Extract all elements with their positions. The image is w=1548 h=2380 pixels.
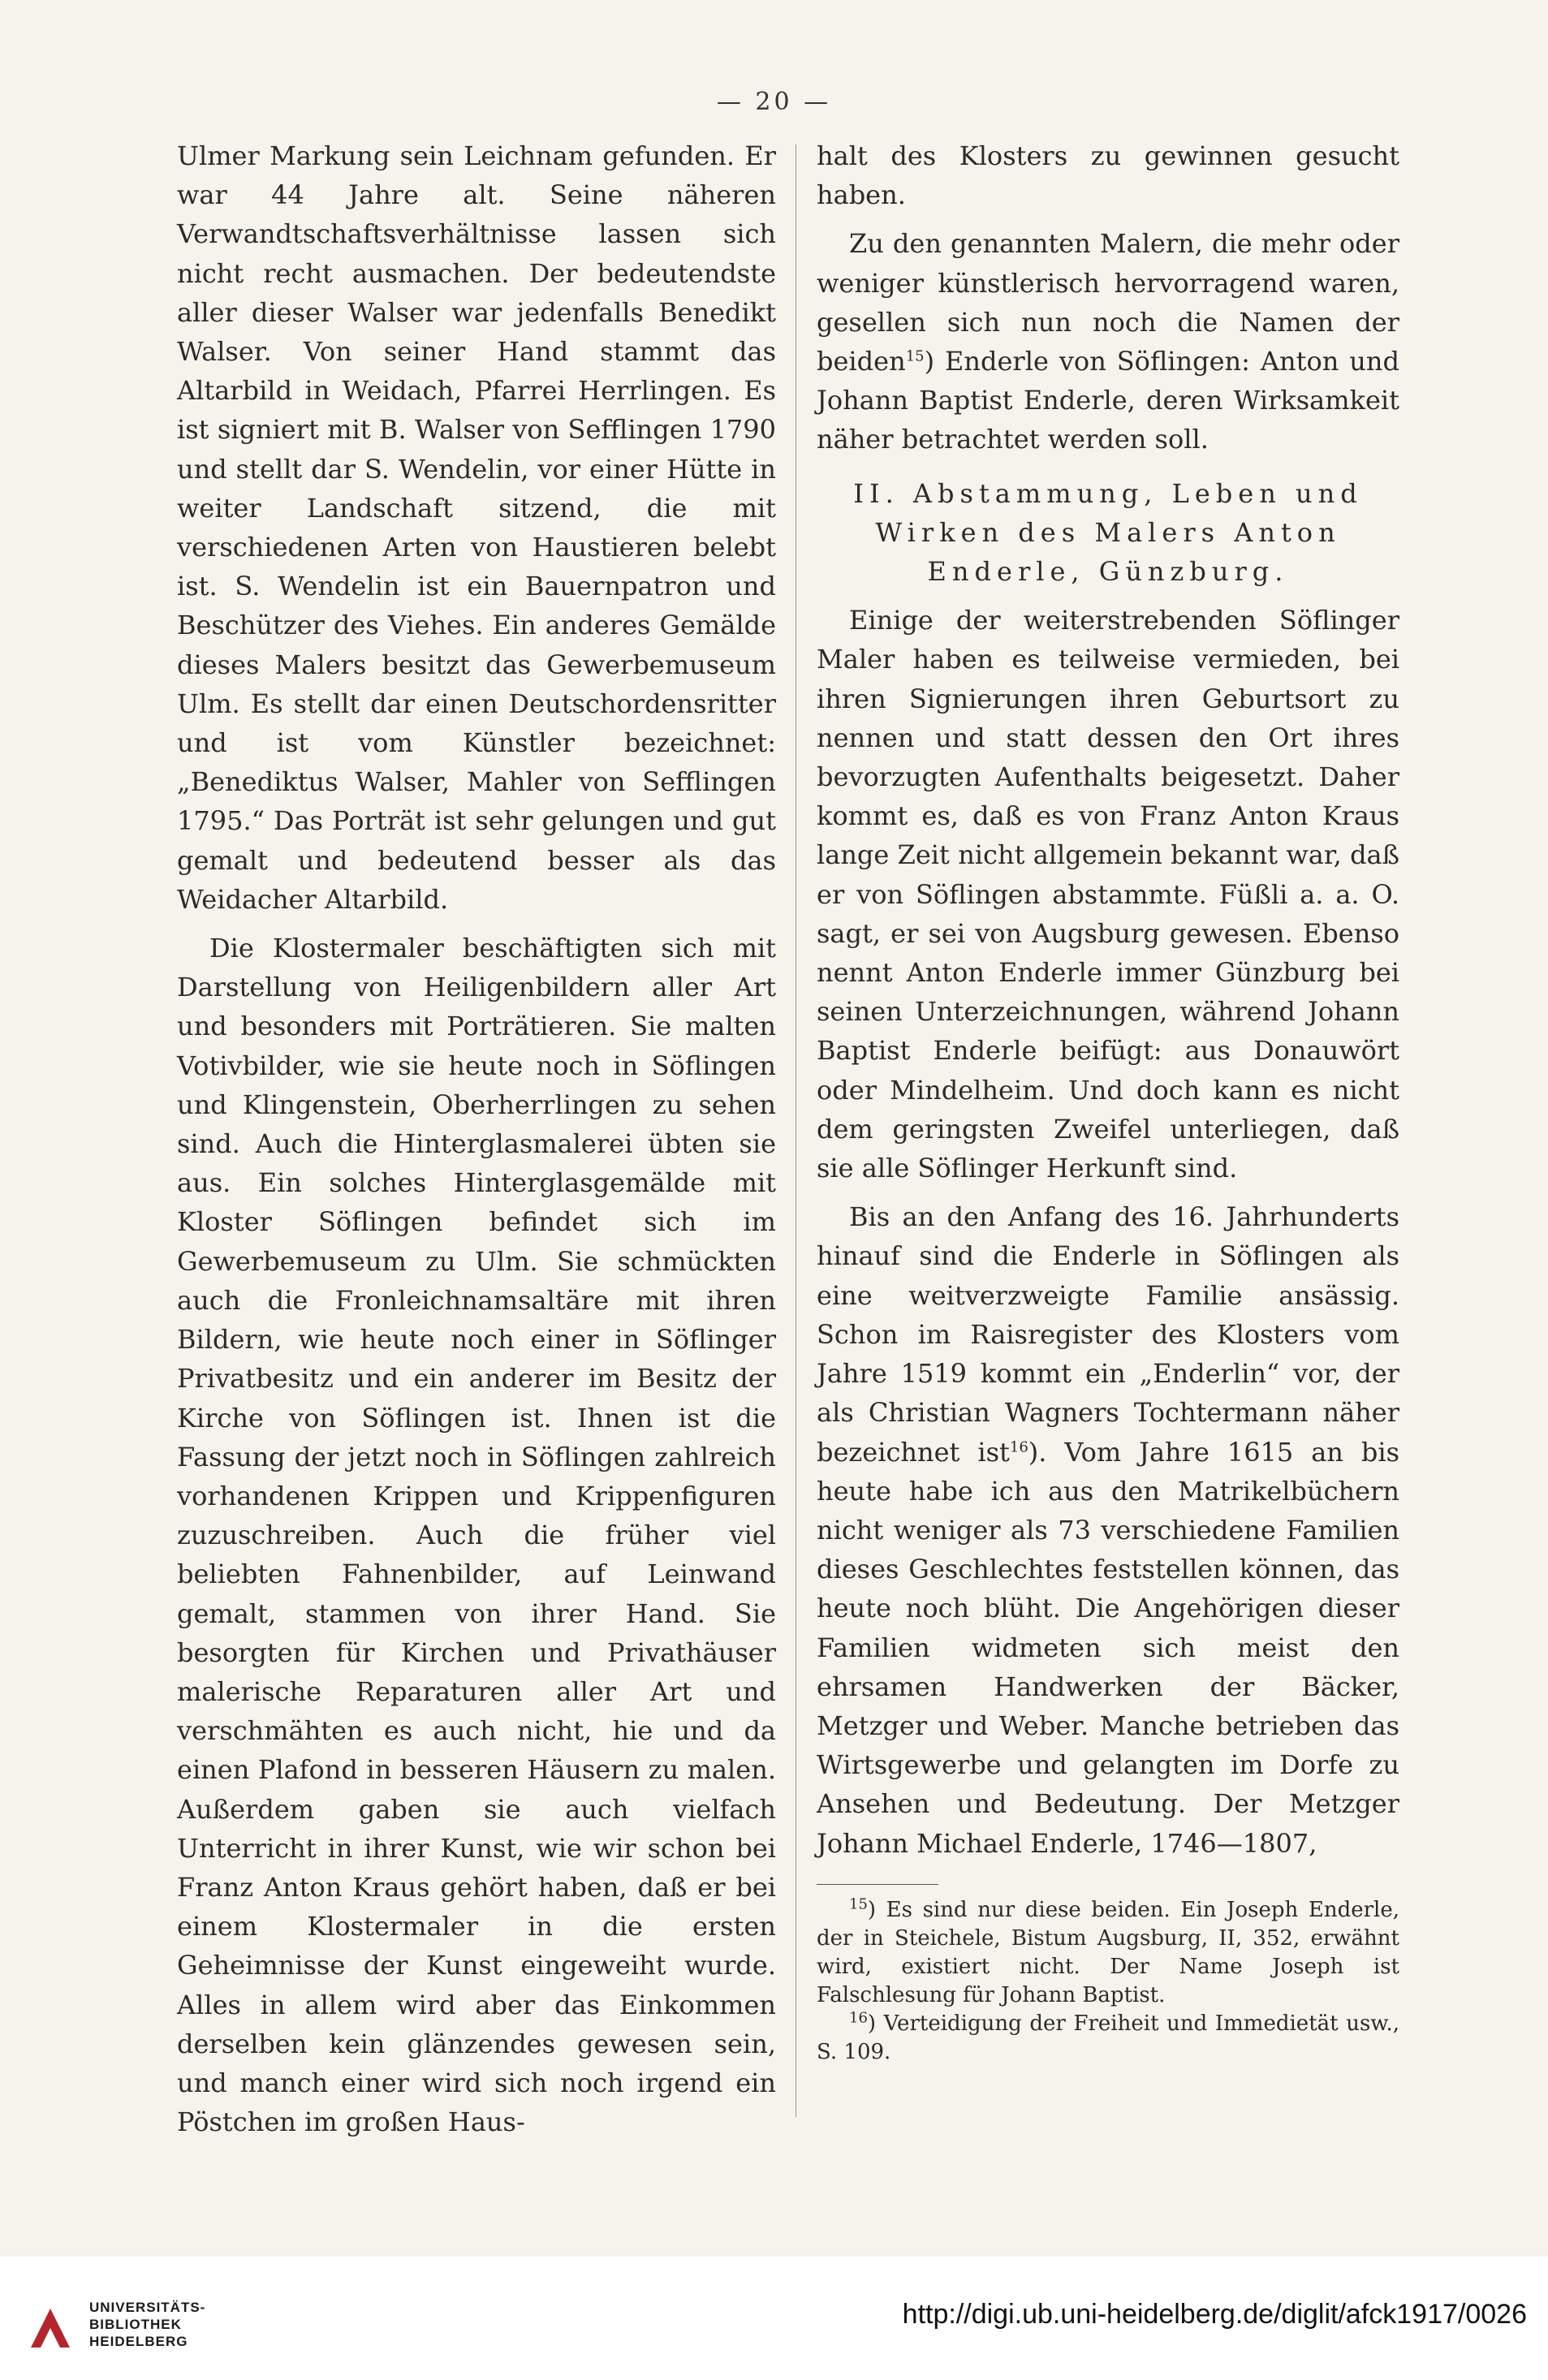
- institution-line: BIBLIOTHEK: [89, 2317, 182, 2332]
- institution-name: [89, 2299, 205, 2350]
- heading-line: II. Abstammung, Leben und: [853, 477, 1363, 509]
- paragraph-walser: Ulmer Markung sein Leichnam gefunden. Er war 44 Jahre alt. Seine näheren Verwandtschaftsverhältnisse lassen sich nicht recht ausmachen. Der bedeutendste aller dieser Walser war jedenfalls Benedikt Walser. Von seiner Hand stammt das Altarbild in Weidach, Pfarrei Herrlingen. Es ist signiert mit B. Walser von Sefflingen 1790 und stellt dar S. Wendelin, vor einer Hütte in weiter Landschaft sitzend, die mit verschiedenen Arten von Haustieren belebt ist. S. Wendelin ist ein Bauernpatron und Beschützer des Viehes. Ein anderes Gemälde dieses Malers besitzt das Gewerbemuseum Ulm. Es stellt dar einen Deutschordensritter und ist vom Künstler bezeichnet: „Benediktus Walser, Mahler von Sefflingen 1795.“ Das Porträt ist sehr gelungen und gut gemalt und bedeutend besser als das Weidacher Altarbild.: [177, 140, 776, 915]
- paragraph-continuation: halt des Klosters zu gewinnen gesucht haben.: [817, 140, 1399, 211]
- footnote-number: 16: [849, 2009, 868, 2027]
- heading-line: Enderle, Günzburg.: [927, 556, 1289, 588]
- footnotes: [817, 1896, 1399, 2067]
- paragraph-klostermaler: Die Klostermaler beschäftigten sich mit Darstellung von Heiligenbildern aller Art und besonders mit Porträtieren. Sie malten Votivbilder, wie sie heute noch in Söflingen und Klingenstein, Oberherrlingen zu sehen sind. Auch die Hinterglasmalerei übten sie aus. Ein solches Hinterglasgemälde mit Kloster Söflingen befindet sich im Gewerbemuseum zu Ulm. Sie schmückten auch die Fronleichnamsaltäre mit ihren Bildern, wie heute noch einer in Söflinger Privatbesitz und ein anderer im Besitz der Kirche von Söflingen ist. Ihnen ist die Fassung der jetzt noch in Söflingen zahlreich vorhandenen Krippen und Krippenfiguren zuzuschreiben. Auch die früher viel beliebten Fahnenbilder, auf Leinwand gemalt, stammen von ihrer Hand. Sie besorgten für Kirchen und Privathäuser malerische Reparaturen aller Art und verschmähten es auch nicht, hie und da einen Plafond in besseren Häusern zu malen. Außerdem gaben sie auch vielfach Unterricht in ihrer Kunst, wie wir schon bei Franz Anton Kraus gehört haben, daß er bei einem Klostermaler in die ersten Geheimnisse der Kunst eingeweiht wurde. Alles in allem wird aber das Einkommen derselben kein glänzendes gewesen sein, und manch einer wird sich noch irgend ein Pöstchen im großen Haus-: [177, 933, 776, 2138]
- heading-line: Wirken des Malers Anton: [875, 516, 1341, 548]
- text-segment: ). Vom Jahre 1615 an bis heute habe ich aus den Matrikelbüchern nicht weniger als 73 verschiedene Familien dieses Geschlechtes feststellen können, das heute noch blüht. Die Angehörigen dieser Familien widmeten sich meist den ehrsamen Handwerken der Bäcker, Metzger und Weber. Manche betrieben das Wirtsgewerbe und gelangten im Dorfe zu Ansehen und Bedeutung. Der Metzger Johann Michael Enderle, 1746—1807,: [817, 1436, 1400, 1859]
- paragraph-familie: [817, 1197, 1399, 1862]
- page-number: — 20 —: [716, 88, 832, 116]
- footnote-16: [817, 2010, 1399, 2067]
- institution-line: HEIDELBERG: [89, 2334, 188, 2349]
- library-footer: [0, 2257, 1548, 2380]
- text-segment: Zu den genannten Malern, die mehr oder weniger künstlerisch hervorragend waren, gesellen sich nun noch die Namen der beiden: [817, 228, 1399, 377]
- footnote-number: 15: [849, 1895, 868, 1913]
- footnote-text: ) Verteidigung der Freiheit und Immedietät usw., S. 109.: [817, 2011, 1399, 2064]
- footnote-rule: [817, 1884, 938, 1885]
- footnote-ref-16: 16: [1009, 1438, 1028, 1455]
- library-logo-icon: [24, 2302, 76, 2354]
- left-column: [177, 136, 776, 2141]
- institution-line: UNIVERSITÄTS-: [89, 2300, 206, 2315]
- text-segment: ) Enderle von Söflingen: Anton und Johann Baptist Enderle, deren Wirksamkeit näher betrachtet werden soll.: [817, 346, 1399, 455]
- section-heading: [817, 474, 1399, 592]
- right-column: [817, 136, 1399, 2067]
- footnote-text: ) Es sind nur diese beiden. Ein Joseph Enderle, der in Steichele, Bistum Augsburg, II, 352, erwähnt wird, existiert nicht. Der Name Joseph ist Falschlesung für Johann Baptist.: [817, 1897, 1399, 2007]
- paragraph-enderle-intro: [817, 224, 1399, 459]
- footnote-ref-15: 15: [905, 347, 925, 365]
- footnote-15: [817, 1896, 1399, 2010]
- text-segment: Bis an den Anfang des 16. Jahrhunderts hinauf sind die Enderle in Söflingen als eine weitverzweigte Familie ansässig. Schon im Raisregister des Klosters vom Jahre 1519 kommt ein „Enderlin“ vor, der als Christian Wagners Tochtermann näher bezeichnet ist: [817, 1201, 1399, 1468]
- paragraph-abstammung: Einige der weiterstrebenden Söflinger Maler haben es teilweise vermieden, bei ihren Signierungen ihren Geburtsort zu nennen und statt dessen den Ort ihres bevorzugten Aufenthalts beigesetzt. Daher kommt es, daß es von Franz Anton Kraus lange Zeit nicht allgemein bekannt war, daß er von Söflingen abstammte. Füßli a. a. O. sagt, er sei von Augsburg gewesen. Ebenso nennt Anton Enderle immer Günzburg bei seinen Unterzeichnungen, während Johann Baptist Enderle beifügt: aus Donauwört oder Mindelheim. Und doch kann es nicht dem geringsten Zweifel unterliegen, daß sie alle Söflinger Herkunft sind.: [817, 605, 1399, 1184]
- source-url-link[interactable]: http://digi.ub.uni-heidelberg.de/diglit/afck1917/0026: [902, 2299, 1527, 2330]
